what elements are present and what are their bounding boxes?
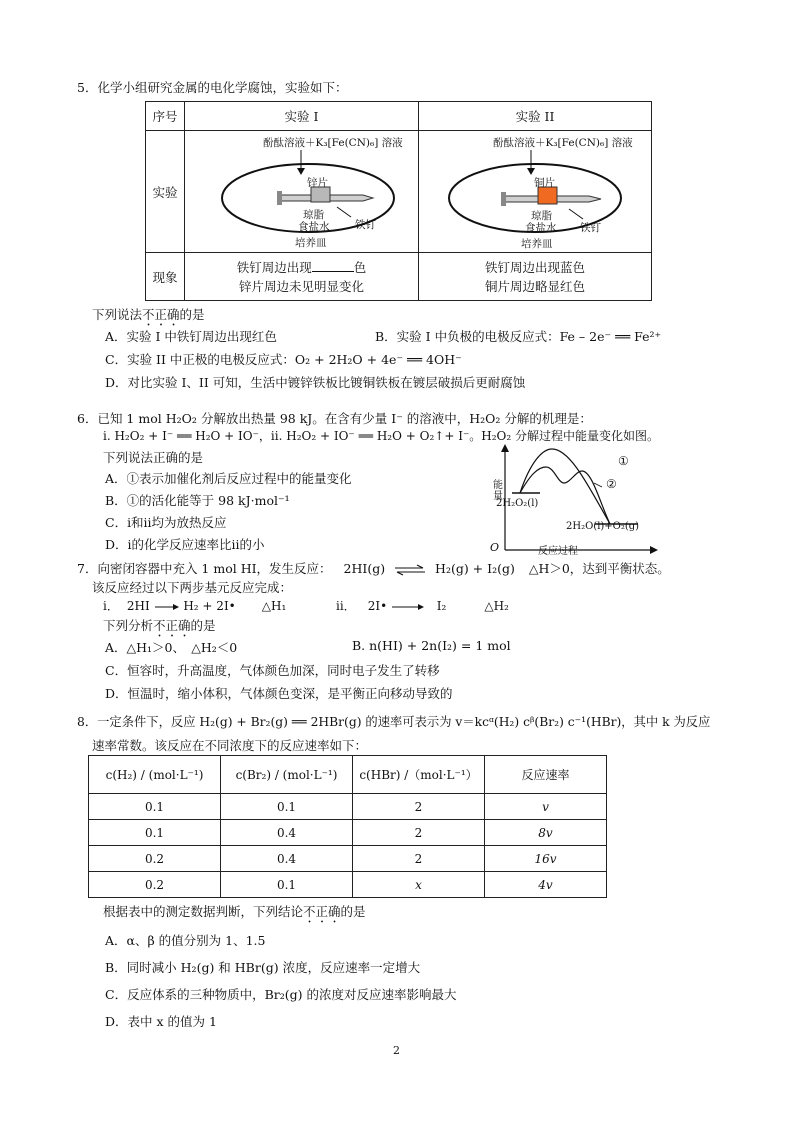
q5-prompt: 下列说法不正确的是 [92,307,205,322]
q8-cell: 4v [485,872,607,898]
q5-header-exp2: 实验 II [419,102,652,131]
q8-cell: x [353,872,485,898]
q8-cell: 2 [353,846,485,872]
q6-option-c: C．i和ii均为放热反应 [105,515,227,530]
q5-exp1-nail-pointer [337,207,351,217]
q8-rate-table [88,755,607,898]
q5-exp2-reagent: 酚酞溶液＋K₃[Fe(CN)₆] 溶液 [493,137,633,149]
q6-curve-1 [520,449,610,524]
q5-exp2-nail-head [501,192,506,206]
q8-option-b: B．同时减小 H₂(g) 和 HBr(g) 浓度，反应速率一定增大 [105,960,421,975]
q8-cell: 0.1 [221,794,353,820]
q6-graph-curve2-label: ② [606,477,617,491]
q6-stem: 6．已知 1 mol H₂O₂ 分解放出热量 98 kJ。在含有少量 I⁻ 的溶液中，H₂O₂ 分解的机理是： [77,411,592,426]
q5-stem: 5．化学小组研究金属的电化学腐蚀，实验如下： [77,80,348,95]
q8-cell: 16v [485,846,607,872]
q6-mechanism: i. H₂O₂ + I⁻ ══ H₂O + IO⁻，ii. H₂O₂ + IO⁻ ══ H₂O + O₂↑+ I⁻。H₂O₂ 分解过程中能量变化如图。 [103,429,660,443]
q6-graph-xlabel: 反应过程 [538,546,578,557]
q6-option-d: D．i的化学反应速率比ii的小 [105,537,265,552]
q6-option-a: A．①表示加催化剂后反应过程中的能量变化 [105,471,352,486]
q8-cell: 8v [485,820,607,846]
q8-cell: 0.1 [89,820,221,846]
q5-row-experiment-label: 实验 [146,131,185,253]
q5-phen2-b: 铜片周边略显红色 [484,278,585,294]
q5-exp2-nail-label: 铁钉 [580,222,601,234]
table-row [89,820,607,846]
q7-option-a: A．△H₁＞0、 △H₂＜0 [105,640,238,655]
q5-exp2-dish-label: 培养皿 [521,238,553,250]
q5-phen2-a: 铁钉周边出现蓝色 [484,259,585,275]
q5-exp1-nail-label: 铁钉 [355,219,376,231]
q5-exp2-cell [419,131,652,253]
q5-exp1-nail-head [277,191,282,205]
q5-table [145,101,652,301]
q5-exp2-sheet-label: 铜片 [534,177,555,189]
q8-cell: 0.2 [89,846,221,872]
q7-step1-arrow [154,603,180,611]
q8-option-c: C．反应体系的三种物质中，Br₂(g) 的浓度对反应速率影响最大 [105,987,457,1002]
q5-phen1-a-post: 色 [353,259,367,275]
q8-cell: 2 [353,820,485,846]
q5-exp2-agar-label: 琼脂 [531,210,552,222]
q8-cell: 0.4 [221,846,353,872]
q7-rxn-dh: △H＞0 [528,561,570,576]
q7-stem-pre: 7．向密闭容器中充入 1 mol HI，发生反应： [77,561,332,576]
q7-stem-post: ，达到平衡状态。 [569,561,670,576]
q7-step2: ii． 2I• I₂ △H₂ [336,599,509,613]
q5-option-d: D．对比实验 I、II 可知，生活中镀锌铁板比镀铜铁板在镀层破损后更耐腐蚀 [105,375,526,390]
q8-cell: v [485,794,607,820]
q6-graph-product: 2H₂O(l)+O₂(g) [566,521,640,532]
q8-option-a: A．α、β 的值分别为 1、1.5 [105,933,266,948]
q6-curve-2 [520,467,610,524]
q5-exp1-cell [185,131,419,253]
q7-step2-arrow [391,603,425,611]
q8-cell: 0.4 [221,820,353,846]
q5-exp2-nail-pointer [569,209,583,219]
q5-phen1-b: 锌片周边未见明显变化 [238,278,364,294]
q7-option-d: D．恒温时，缩小体积，气体颜色变深，是平衡正向移动导致的 [105,686,453,701]
q5-exp1-salt-label: 食盐水 [298,221,330,233]
q7-equilibrium-arrow [393,564,427,576]
q8-header-hbr: c(HBr) /（mol·L⁻¹） [353,756,485,794]
q6-prompt: 下列说法正确的是 [103,450,204,465]
q5-option-b: B．实验 I 中负极的电极反应式：Fe – 2e⁻ ══ Fe²⁺ [375,329,662,344]
q5-phen1-a-pre: 铁钉周边出现 [236,259,312,275]
q6-y-arrowhead [501,444,509,452]
q5-exp1-phenomenon [185,253,419,301]
q8-header-h2: c(H₂) / (mol·L⁻¹) [89,756,221,794]
q7-option-c: C．恒容时，升高温度，气体颜色加深，同时电子发生了转移 [105,663,440,678]
q5-phen1-blank [312,260,354,272]
q5-header-no: 序号 [146,102,185,131]
q6-graph-curve1-label: ① [618,454,629,468]
table-row [89,846,607,872]
q5-header-exp1: 实验 I [185,102,419,131]
q6-graph-origin: O [490,541,500,554]
q8-option-d: D．表中 x 的值为 1 [105,1014,217,1029]
q6-x-arrowhead [650,546,658,554]
q5-exp2-phenomenon [419,253,652,301]
page-number: 2 [393,1044,400,1057]
q7-line2: 该反应经过以下两步基元反应完成： [92,580,293,595]
q8-header-rate: 反应速率 [485,756,607,794]
q8-cell: 0.2 [89,872,221,898]
q5-exp1-arrowhead [297,168,305,175]
q5-exp1-agar-label: 琼脂 [303,209,324,221]
q7-rxn-left: 2HI(g) [343,561,386,576]
q5-exp2-arrowhead [527,168,535,175]
q5-exp1-sheet-label: 锌片 [307,177,328,189]
q5-option-a: A．实验 I 中铁钉周边出现红色 [105,329,277,344]
q6-graph-ylabel: 能量 [493,480,503,502]
q5-option-c: C．实验 II 中正极的电极反应式：O₂ + 2H₂O + 4e⁻ ══ 4OH⁻ [105,352,462,367]
q8-stem2: 速率常数。该反应在不同浓度下的反应速率如下： [92,738,368,753]
q6-graph-reactant: 2H₂O₂(l) [496,498,539,509]
q8-header-br2: c(Br₂) / (mol·L⁻¹) [221,756,353,794]
q5-exp2-salt-label: 食盐水 [525,222,557,234]
q8-table-header-row [89,756,607,794]
q7-step1: i． 2HI H₂ + 2I• △H₁ [103,599,287,613]
table-row [89,872,607,898]
table-row [89,794,607,820]
q7-rxn-right: H₂(g) + I₂(g) [435,561,515,576]
q6-option-b: B．①的活化能等于 98 kJ·mol⁻¹ [105,493,290,508]
q7-prompt: 下列分析不正确的是 [103,618,216,633]
q7-stem [77,559,670,577]
q5-exp1-reagent: 酚酞溶液＋K₃[Fe(CN)₆] 溶液 [263,137,403,149]
q8-prompt: 根据表中的测定数据判断，下列结论不正确的是 [103,904,366,919]
q5-exp1-dish-label: 培养皿 [295,237,327,249]
q8-stem: 8．一定条件下，反应 H₂(g) + Br₂(g) ══ 2HBr(g) 的速率可表示为 v＝kcᵅ(H₂) cᵝ(Br₂) c⁻¹(HBr)，其中 k 为反应 [77,715,711,729]
q8-cell: 0.1 [89,794,221,820]
q5-row-phenomenon-label: 现象 [146,253,185,301]
q8-cell: 2 [353,794,485,820]
q7-option-b: B. n(HI) + 2n(I₂) = 1 mol [352,638,511,653]
q8-cell: 0.1 [221,872,353,898]
